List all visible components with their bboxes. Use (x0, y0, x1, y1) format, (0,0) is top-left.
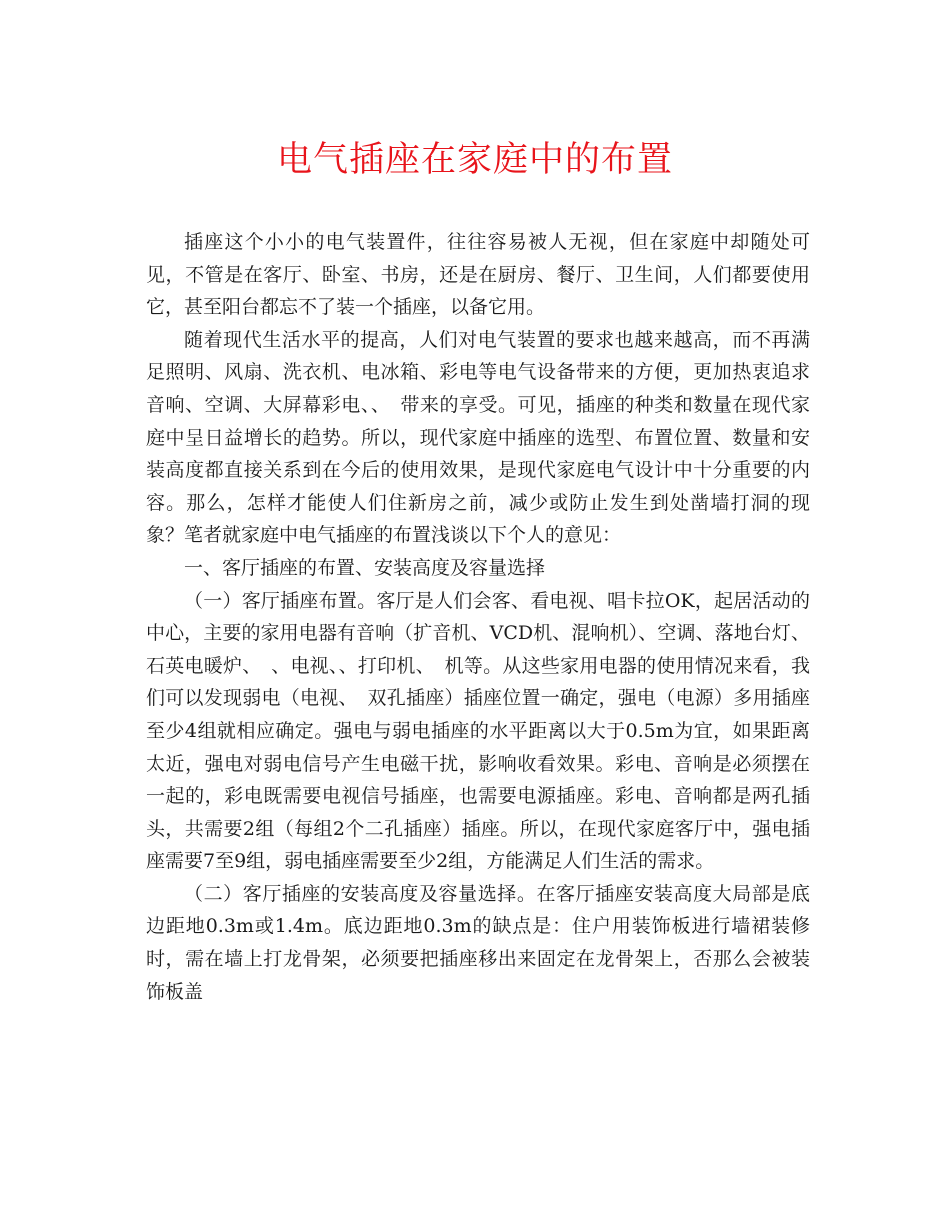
document-body (146, 226, 810, 1008)
document-title: 电气插座在家庭中的布置 (276, 140, 673, 180)
paragraph-intro: 插座这个小小的电气装置件，往往容易被人无视，但在家庭中却随处可见，不管是在客厅、卧室、书房，还是在厨房、餐厅、卫生间，人们都要使用它，甚至阳台都忘不了装一个插座，以备它用。 (146, 231, 810, 319)
paragraph-living-room-layout: （一）客厅插座布置。客厅是人们会客、看电视、唱卡拉OK，起居活动的中心，主要的家用电器有音响（扩音机、VCD机、混响机）、空调、落地台灯、石英电暖炉、 、电视、、打印机、 机等。从这些家用电器的使用情况来看，我们可以发现弱电（电视、 双孔插座）插座位置一确定，强电（电源）多用插座至少4组就相应确定。强电与弱电插座的水平距离以大于0.5m为宜，如果距离太近，强电对弱电信号产生电磁干扰，影响收看效果。彩电、音响是必须摆在一起的，彩电既需要电视信号插座，也需要电源插座。彩电、音响都是两孔插头，共需要2组（每组2个二孔插座）插座。所以，在现代家庭客厅中，强电插座需要7至9组，弱电插座需要至少2组，方能满足人们生活的需求。 (146, 589, 810, 873)
section-heading-living-room: 一、客厅插座的布置、安装高度及容量选择 (184, 556, 546, 579)
paragraph-background: 随着现代生活水平的提高，人们对电气装置的要求也越来越高，而不再满足照明、风扇、洗衣机、电冰箱、彩电等电气设备带来的方便，更加热衷追求音响、空调、大屏幕彩电、、 带来的享受。可见，插座的种类和数量在现代家庭中呈日益增长的趋势。所以，现代家庭中插座的选型、布置位置、数量和安装高度都直接关系到在今后的使用效果，是现代家庭电气设计中十分重要的内容。那么，怎样才能使人们住新房之前，减少或防止发生到处凿墙打洞的现象？笔者就家庭中电气插座的布置浅谈以下个人的意见： (146, 328, 810, 547)
paragraph-living-room-height: （二）客厅插座的安装高度及容量选择。在客厅插座安装高度大局部是底边距地0.3m或1.4m。底边距地0.3m的缺点是：住户用装饰板进行墙裙装修时，需在墙上打龙骨架，必须要把插座移出来固定在龙骨架上，否那么会被装饰板盖 (146, 882, 810, 1003)
